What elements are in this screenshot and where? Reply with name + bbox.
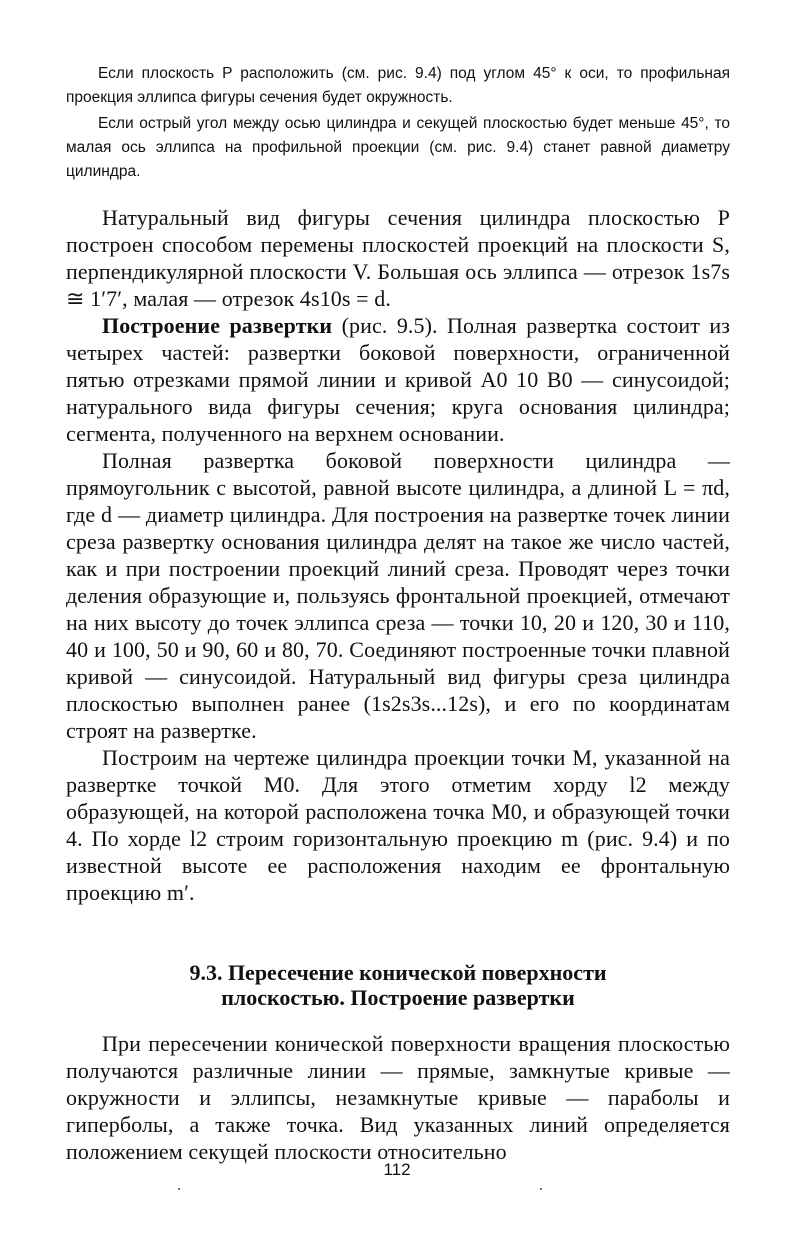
- paragraph-cone-intersection: При пересечении конической поверхности вращения плоскостью получаются различные линии — прямые, замкнутые кривые — окружности и эллипсы, незамкнутые кривые — параболы и гиперболы, а также точка. Вид указанных линий определяется положением секущей плоскости относительно: [66, 1031, 730, 1164]
- paragraph-development-construction: [66, 312, 730, 447]
- paragraph-lead-rest: (рис. 9.5). Полная развертка состоит из четырех частей: развертки боковой поверхности, ограниченной пятью отрезками прямой линии и кривой A0 10 B0 — синусоидой; натурального вида фигуры сечения; круга основания цилиндра; сегмента, полученного на верхнем основании.: [66, 313, 730, 446]
- section-heading-line-1: 9.3. Пересечение конической поверхности: [189, 960, 607, 985]
- page-content: [66, 62, 730, 1165]
- paragraph-point-m: Построим на чертеже цилиндра проекции точки M, указанной на развертке точкой M0. Для этого отметим хорду l2 между образующей, на которой расположена точка M0, и образующей точки 4. По хорде l2 строим горизонтальную проекцию m (рис. 9.4) и по известной высоте ее расположения находим ее фронтальную проекцию m′.: [66, 745, 730, 905]
- section-heading: [66, 960, 730, 1010]
- note-paragraph-2: Если острый угол между осью цилиндра и секущей плоскостью будет меньше 45°, то малая ось эллипса на профильной проекции (см. рис. 9.4) станет равной диаметру цилиндра.: [66, 115, 730, 180]
- scan-speck: [540, 1188, 542, 1190]
- section-heading-line-2: плоскостью. Построение развертки: [221, 985, 575, 1010]
- paragraph-lead-bold: Построение развертки: [102, 313, 333, 338]
- paragraph-natural-view: Натуральный вид фигуры сечения цилиндра плоскостью P построен способом перемены плоскостей проекций на плоскости S, перпендикулярной плоскости V. Большая ось эллипса — отрезок 1s7s ≅ 1′7′, малая — отрезок 4s10s = d.: [66, 205, 730, 311]
- page-number: 112: [383, 1160, 411, 1179]
- note-paragraph-1: Если плоскость P расположить (см. рис. 9.4) под углом 45° к оси, то профильная проекция эллипса фигуры сечения будет окружность.: [66, 65, 730, 106]
- scan-speck: [178, 1188, 180, 1190]
- paragraph-full-development: Полная развертка боковой поверхности цилиндра — прямоугольник с высотой, равной высоте цилиндра, а длиной L = πd, где d — диаметр цилиндра. Для построения на развертке точек линии среза развертку основания цилиндра делят на такое же число частей, как и при построении проекций линий среза. Проводят через точки деления образующие и, пользуясь фронтальной проекцией, отмечают на них высоту до точек эллипса среза — точки 10, 20 и 120, 30 и 110, 40 и 100, 50 и 90, 60 и 80, 70. Соединяют построенные точки плавной кривой — синусоидой. Натуральный вид фигуры среза цилиндра плоскостью выполнен ранее (1s2s3s...12s), и его по координатам строят на развертке.: [66, 448, 730, 743]
